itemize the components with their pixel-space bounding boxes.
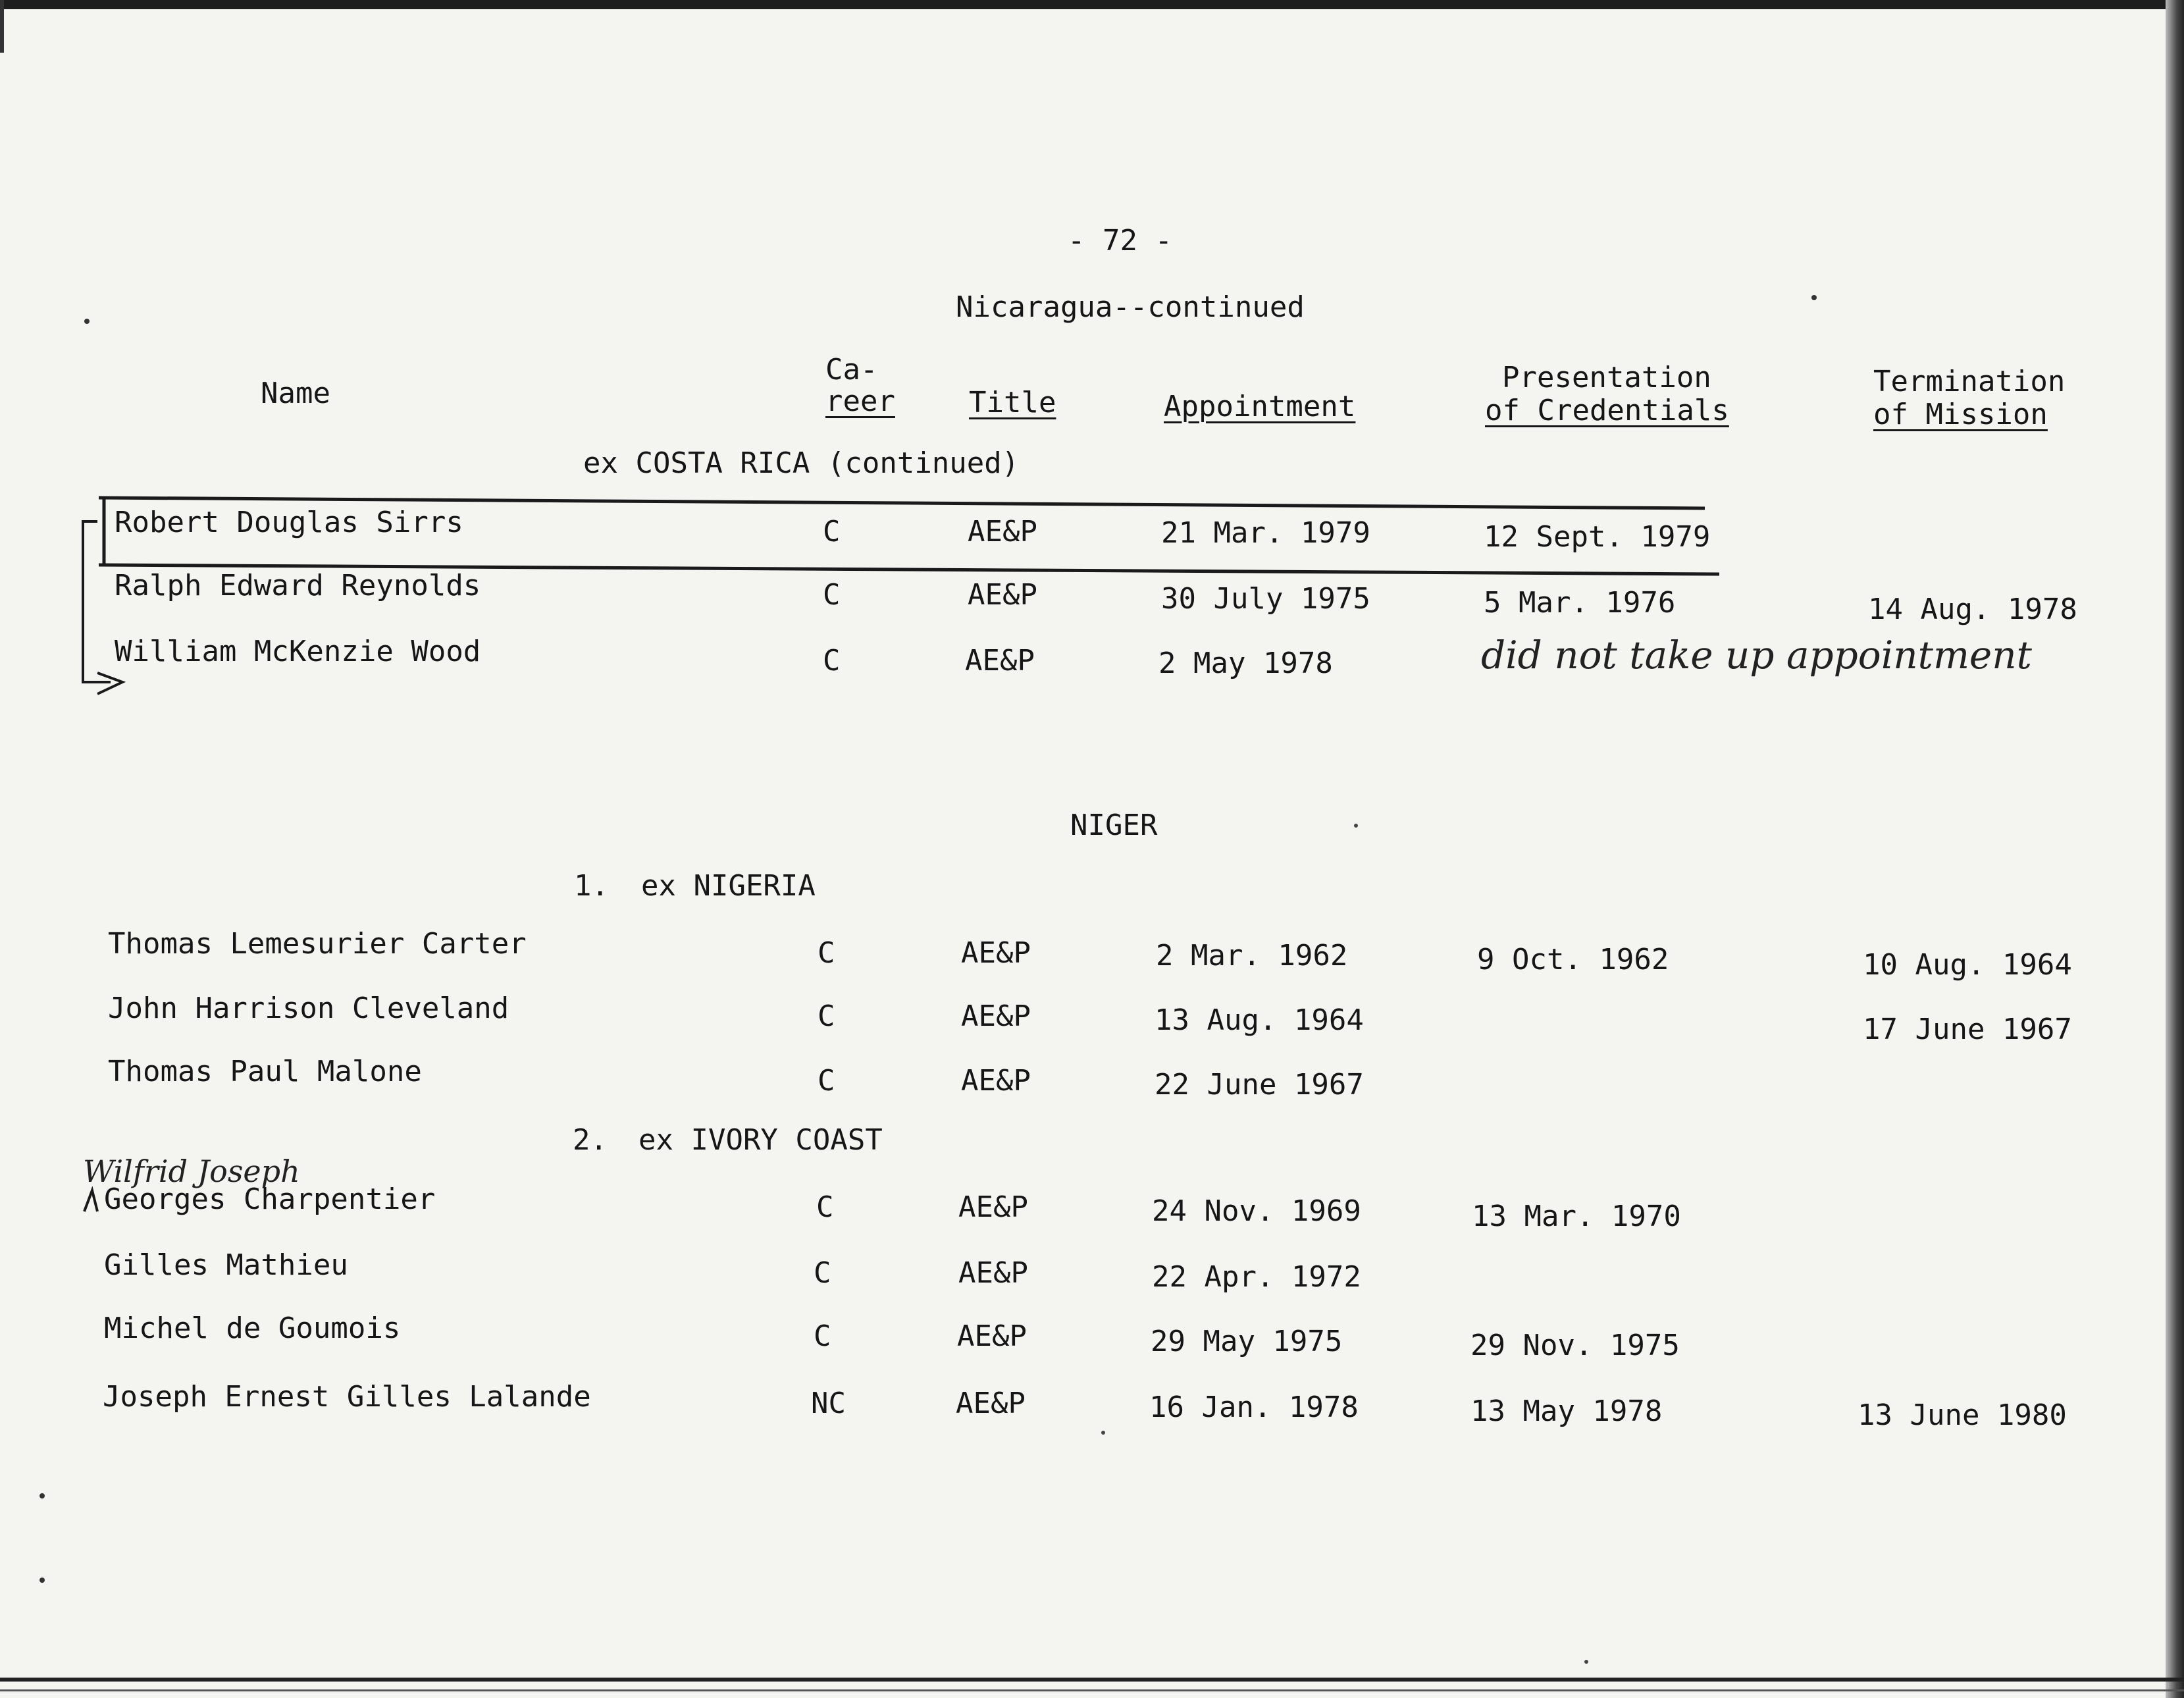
row-appointment: 29 May 1975 [1151,1325,1343,1358]
row-name: John Harrison Cleveland [108,992,509,1025]
row-career: C [814,1319,831,1353]
row-presentation: 13 Mar. 1970 [1472,1200,1681,1233]
row-title: AE&P [961,936,1031,970]
country-title: Nicaragua--continued [956,290,1305,324]
row-name: Thomas Lemesurier Carter [108,927,527,961]
row-title: AE&P [958,1190,1028,1224]
section-title-niger: NIGER [1070,809,1158,842]
row-title: AE&P [961,999,1031,1033]
col-header-termination-line2: of Mission [1873,398,2048,431]
row-career: C [816,1190,834,1224]
subsection-heading-ivory-coast: ex IVORY COAST [638,1123,883,1157]
row-presentation: 29 Nov. 1975 [1470,1329,1680,1362]
row-career: C [823,644,841,677]
row-title: AE&P [968,578,1037,612]
row-presentation: 13 May 1978 [1470,1394,1663,1428]
row-career: C [814,1256,831,1290]
row-career: NC [811,1387,846,1420]
row-appointment: 22 June 1967 [1155,1068,1364,1101]
subsection-number: 1. [574,869,609,903]
row-career: C [818,999,835,1033]
insert-caret [84,1190,97,1211]
row-appointment: 16 Jan. 1978 [1149,1391,1359,1424]
scan-speck [39,1578,45,1583]
row-termination: 10 Aug. 1964 [1863,948,2072,982]
row-termination: 14 Aug. 1978 [1868,593,2077,626]
row-name: Ralph Edward Reynolds [115,569,481,602]
row-title: AE&P [958,1256,1028,1290]
row-name: Robert Douglas Sirrs [115,506,463,539]
row-name: Gilles Mathieu [104,1248,348,1282]
col-header-career-line2: reer [825,385,895,418]
row-presentation: 5 Mar. 1976 [1484,586,1676,620]
row-appointment: 30 July 1975 [1161,582,1370,616]
row-presentation: 9 Oct. 1962 [1477,943,1669,976]
row-name: Joseph Ernest Gilles Lalande [103,1380,591,1414]
col-header-title: Title [969,386,1056,419]
bracket-line [83,521,111,682]
row-name: Thomas Paul Malone [108,1055,422,1088]
row-career: C [818,1064,835,1098]
col-header-termination-line1: Termination [1873,365,2066,398]
subsection-heading-nigeria: ex NIGERIA [641,869,816,903]
section-heading-costa-rica: ex COSTA RICA (continued) [583,446,1020,480]
scan-speck [39,1493,45,1499]
row-appointment: 2 May 1978 [1158,647,1333,680]
col-header-presentation-line2: of Credentials [1485,394,1729,427]
scan-speck [1584,1660,1588,1664]
scan-speck [1811,295,1817,300]
row-name: Georges Charpentier [104,1182,436,1216]
row-title: AE&P [957,1319,1027,1353]
highlight-box-top-line [99,498,1705,508]
handwritten-note: did not take up appointment [1481,633,2032,677]
row-title: AE&P [961,1064,1031,1098]
row-title: AE&P [956,1387,1026,1420]
row-appointment: 24 Nov. 1969 [1152,1194,1361,1228]
col-header-appointment: Appointment [1164,390,1356,423]
row-name: Michel de Goumois [104,1312,401,1345]
handwritten-insert: Wilfrid Joseph [83,1154,300,1189]
row-appointment: 2 Mar. 1962 [1156,939,1348,972]
row-career: C [823,578,841,612]
row-presentation: 12 Sept. 1979 [1484,520,1711,554]
row-name: William McKenzie Wood [115,635,481,668]
row-termination: 17 June 1967 [1863,1013,2072,1046]
subsection-number: 2. [573,1123,608,1157]
scan-speck [84,319,90,324]
row-termination: 13 June 1980 [1858,1398,2067,1432]
scan-speck [1354,824,1358,828]
row-career: C [823,515,841,548]
row-appointment: 22 Apr. 1972 [1152,1260,1361,1294]
col-header-name: Name [261,377,330,410]
row-appointment: 21 Mar. 1979 [1161,516,1370,550]
scan-speck [1101,1431,1105,1435]
row-appointment: 13 Aug. 1964 [1155,1003,1364,1037]
col-header-career-line1: Ca- [825,353,878,386]
page-number: - 72 - [1068,224,1172,257]
row-title: AE&P [968,515,1037,548]
col-header-presentation-line1: Presentation [1502,361,1711,394]
highlight-box-bottom-line [99,565,1719,574]
row-title: AE&P [965,644,1035,677]
row-career: C [818,936,835,970]
